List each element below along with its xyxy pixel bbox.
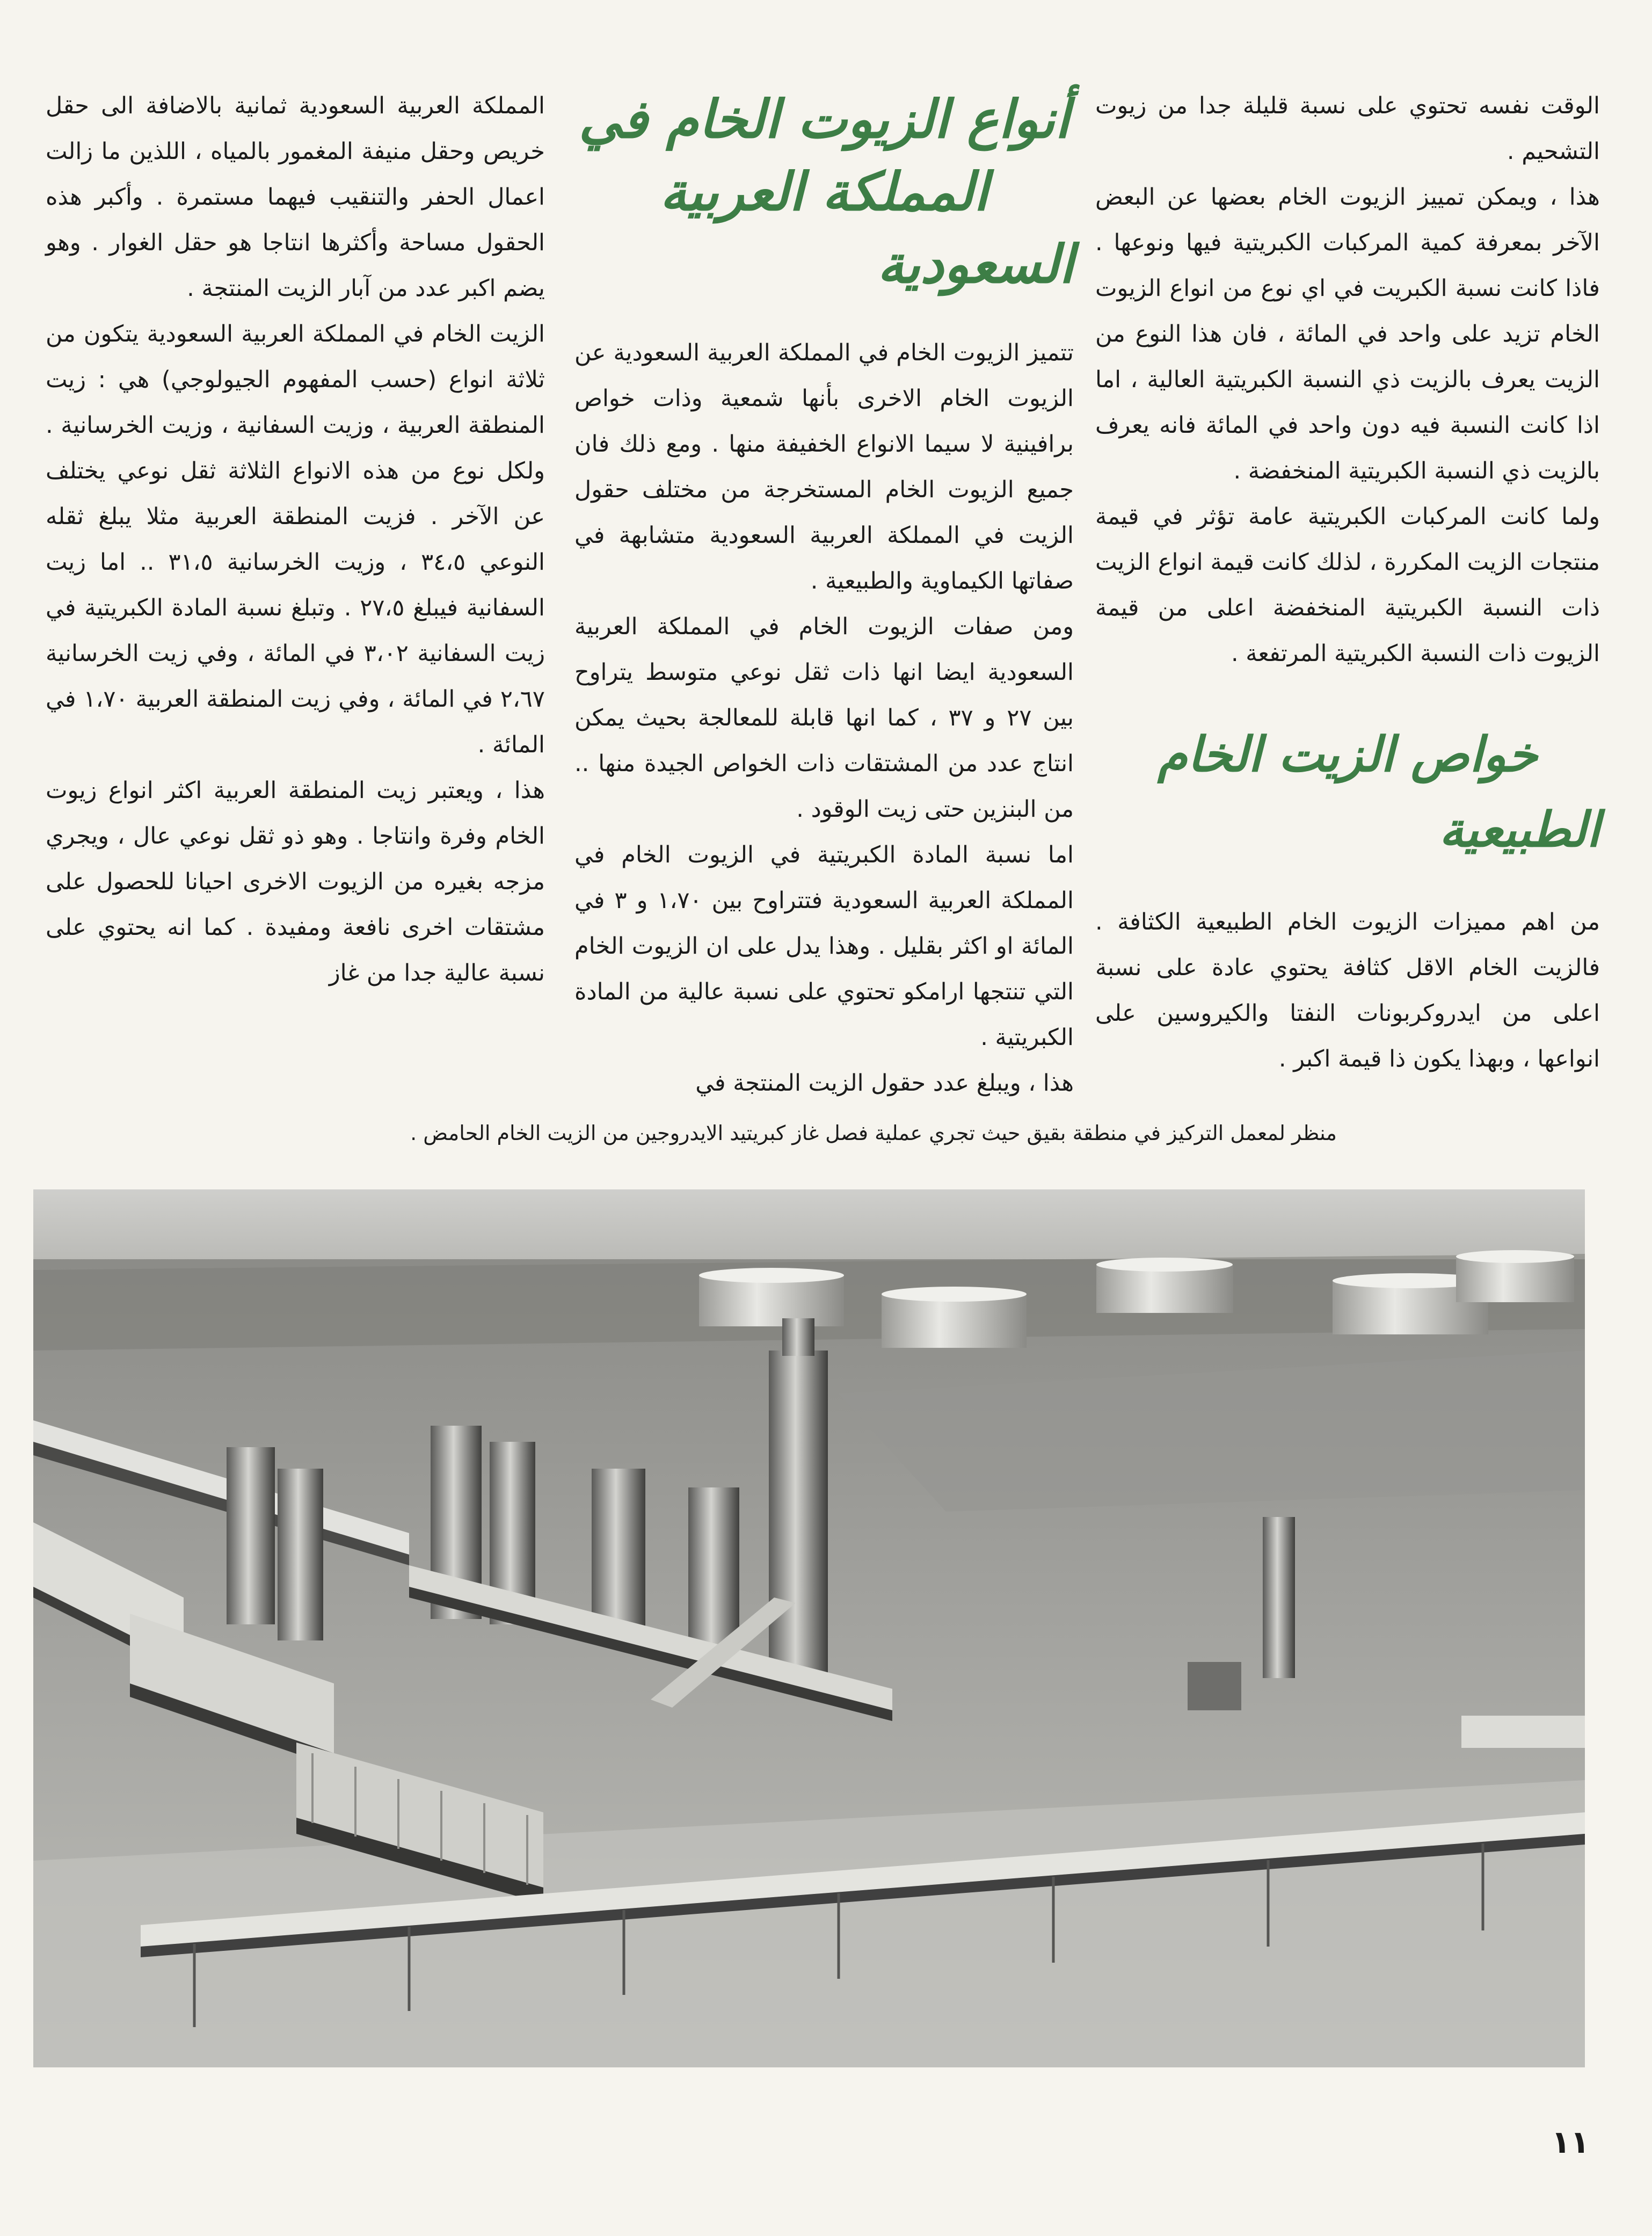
paragraph: ولما كانت المركبات الكبريتية عامة تؤثر في قيمة منتجات الزيت المكررة ، لذلك كانت قيمة انواع الزيت ذات النسبة الكبريتية المنخفضة اعلى من قيمة الزيوت ذات النسبة الكبريتية المرتفعة . [1095, 503, 1600, 667]
paragraph: ومن صفات الزيوت الخام في المملكة العربية السعودية ايضا انها ذات ثقل نوعي متوسط يتراوح بين ٢٧ و ٣٧ ، كما انها قابلة للمعالجة بحيث يمكن انتاج عدد من المشتقات ذات الخواص الجيدة منها .. من البنزين حتى زيت الوقود . [574, 613, 1074, 823]
paragraph: تتميز الزيوت الخام في المملكة العربية السعودية عن الزيوت الخام الاخرى بأنها شمعية وذات خواص برافينية لا سيما الانواع الخفيفة منها . ومع ذلك فان جميع الزيوت الخام المستخرجة من مختلف حقول الزيت في المملكة العربية السعودية متشابهة في صفاتها الكيماوية والطبيعية . [574, 339, 1074, 594]
paragraph: اما نسبة المادة الكبريتية في الزيوت الخام في المملكة العربية السعودية فتتراوح بين ١،٧٠ و ٣ في المائة او اكثر بقليل . وهذا يدل على ان الزيوت الخام التي تنتجها ارامكو تحتوي على نسبة عالية من المادة الكبريتية . [574, 841, 1074, 1051]
page-number: ١١ [1551, 2124, 1590, 2160]
article-column-middle [574, 83, 1074, 1106]
paragraph: المملكة العربية السعودية ثمانية بالاضافة الى حقل خريص وحقل منيفة المغمور بالمياه ، اللذين ما زالت اعمال الحفر والتنقيب فيهما مستمرة . وأكبر هذه الحقول مساحة وأكثرها انتاجا هو حقل الغوار . وهو يضم اكبر عدد من آبار الزيت المنتجة . [46, 92, 545, 302]
paragraph: هذا ، ويمكن تمييز الزيوت الخام بعضها عن البعض الآخر بمعرفة كمية المركبات الكبريتية فيها ونوعها . فاذا كانت نسبة الكبريت في اي نوع من انواع الزيوت الخام تزيد على واحد في المائة ، فان هذا النوع من الزيت يعرف بالزيت ذي النسبة الكبريتية العالية ، اما اذا كانت النسبة فيه دون واحد في المائة فانه يعرف بالزيت ذي النسبة الكبريتية المنخفضة . [1095, 184, 1600, 484]
paragraph: هذا ، ويبلغ عدد حقول الزيت المنتجة في [695, 1070, 1074, 1097]
article-title: أنواع الزيوت الخام في المملكة العربية السعودية [579, 89, 1074, 295]
refinery-photo [33, 1189, 1585, 2067]
paragraph: الزيت الخام في المملكة العربية السعودية يتكون من ثلاثة انواع (حسب المفهوم الجيولوجي) هي : زيت المنطقة العربية ، وزيت السفانية ، وزيت الخرسانية . ولكل نوع من هذه الانواع الثلاثة ثقل نوعي يختلف عن الآخر . فزيت المنطقة العربية مثلا يبلغ ثقله النوعي ٣٤،٥ ، وزيت الخرسانية ٣١،٥ .. اما زيت السفانية فيبلغ ٢٧،٥ . وتبلغ نسبة المادة الكبريتية في زيت السفانية ٣،٠٢ في المائة ، وفي زيت الخرسانية ٢،٦٧ في المائة ، وفي زيت المنطقة العربية ١،٧٠ في المائة . [46, 321, 545, 758]
article-column-right [1095, 83, 1600, 1082]
photo-caption: منظر لمعمل التركيز في منطقة بقيق حيث تجري عملية فصل غاز كبريتيد الايدروجين من الزيت الخام الحامض . [410, 1121, 1337, 1145]
paragraph: هذا ، ويعتبر زيت المنطقة العربية اكثر انواع زيوت الخام وفرة وانتاجا . وهو ذو ثقل نوعي عال ، ويجري مزجه بغيره من الزيوت الاخرى احيانا للحصول على مشتقات اخرى نافعة ومفيدة . كما انه يحتوي على نسبة عالية جدا من غاز [46, 777, 545, 986]
section-subheading: خواص الزيت الخام الطبيعية [1158, 726, 1600, 858]
paragraph: من اهم مميزات الزيوت الخام الطبيعية الكثافة . فالزيت الخام الاقل كثافة يحتوي عادة على نسبة اعلى من ايدروكربونات النفتا والكيروسين على انواعها ، وبهذا يكون ذا قيمة اكبر . [1095, 909, 1600, 1072]
paragraph: الوقت نفسه تحتوي على نسبة قليلة جدا من زيوت التشحيم . [1095, 92, 1600, 165]
article-column-left [46, 83, 545, 996]
